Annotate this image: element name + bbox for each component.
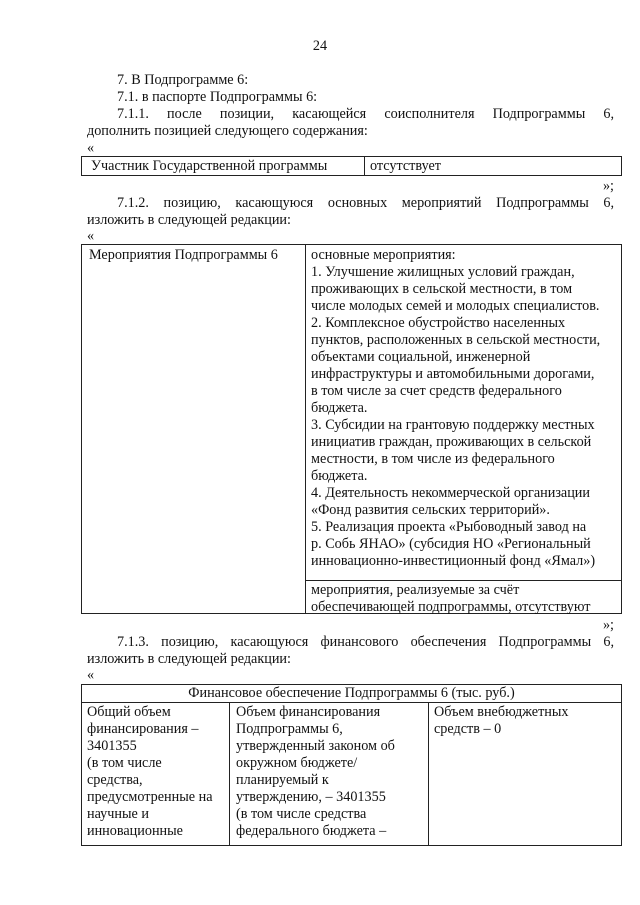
finance-total-line: Общий объем [87, 704, 171, 720]
finance-col-offbudget [434, 704, 569, 738]
activity-line: инициатив граждан, проживающих в сельской [311, 434, 592, 450]
activity-line: местности, в том числе из федерального [311, 451, 555, 467]
page-number: 24 [312, 38, 328, 54]
section-7-1-2-line1: 7.1.2. позицию, касающуюся основных мероприятий Подпрограммы 6, [117, 195, 614, 211]
activities-main-list [311, 247, 600, 570]
participant-label: Участник Государственной программы [91, 158, 328, 174]
activity-line: 1. Улучшение жилищных условий граждан, [311, 264, 575, 280]
finance-budget-line: Подпрограммы 6, [236, 721, 343, 737]
activity-line: 4. Деятельность некоммерческой организации [311, 485, 590, 501]
finance-offbudget-line: Объем внебюджетных [434, 704, 569, 720]
activity-sub-line: мероприятия, реализуемые за счёт [311, 582, 520, 598]
finance-col-total [87, 704, 213, 840]
finance-header: Финансовое обеспечение Подпрограммы 6 (тыс. руб.) [188, 685, 515, 701]
quote-close-2: »; [602, 617, 614, 633]
section-7-heading: 7. В Подпрограмме 6: [117, 72, 249, 88]
section-7-1-1-line1: 7.1.1. после позиции, касающейся соисполнителя Подпрограммы 6, [117, 106, 614, 122]
activity-line: бюджета. [311, 468, 368, 484]
activity-line: р. Собь ЯНАО» (субсидия НО «Региональный [311, 536, 591, 552]
finance-total-line: средства, [87, 772, 143, 788]
finance-total-line: (в том числе [87, 755, 162, 771]
finance-budget-line: федерального бюджета – [236, 823, 387, 839]
section-7-1-3-line1: 7.1.3. позицию, касающуюся финансового обеспечения Подпрограммы 6, [117, 634, 614, 650]
finance-col-budget [236, 704, 395, 840]
quote-open-1: « [87, 140, 95, 156]
activity-line: 3. Субсидии на грантовую поддержку местных [311, 417, 595, 433]
activity-line: объектами социальной, инженерной [311, 349, 531, 365]
finance-budget-line: окружном бюджете/ [236, 755, 358, 771]
activity-line: основные мероприятия: [311, 247, 456, 263]
finance-budget-line: (в том числе средства [236, 806, 367, 822]
finance-offbudget-line: средств – 0 [434, 721, 502, 737]
activity-line: бюджета. [311, 400, 368, 416]
finance-total-line: финансирования – [87, 721, 199, 737]
section-7-1-2-line2: изложить в следующей редакции: [87, 212, 291, 228]
activities-label: Мероприятия Подпрограммы 6 [89, 247, 278, 263]
finance-total-line: инновационные [87, 823, 183, 839]
section-7-1-heading: 7.1. в паспорте Подпрограммы 6: [117, 89, 318, 105]
quote-close-1: »; [602, 178, 614, 194]
finance-total-line: предусмотренные на [87, 789, 213, 805]
participant-value: отсутствует [370, 158, 441, 174]
activity-line: 5. Реализация проекта «Рыбоводный завод на [311, 519, 587, 535]
activity-line: в том числе за счет средств федерального [311, 383, 562, 399]
finance-budget-line: утверждению, – 3401355 [236, 789, 386, 805]
activity-line: числе молодых семей и молодых специалистов. [311, 298, 600, 314]
finance-budget-line: планируемый к [236, 772, 329, 788]
finance-total-line: научные и [87, 806, 149, 822]
activity-line: проживающих в сельской местности, в том [311, 281, 573, 297]
activity-line: пунктов, расположенных в сельской местности, [311, 332, 601, 348]
activities-sub-list [311, 582, 590, 616]
quote-open-3: « [87, 667, 95, 683]
activity-line: инфраструктуры и автомобильными дорогами, [311, 366, 595, 382]
finance-budget-line: утвержденный законом об [236, 738, 395, 754]
activity-line: 2. Комплексное обустройство населенных [311, 315, 566, 331]
activity-line: «Фонд развития сельских территорий». [311, 502, 550, 518]
quote-open-2: « [87, 228, 95, 244]
activity-line: инновационно-инвестиционный фонд «Ямал») [311, 553, 596, 569]
section-7-1-1-line2: дополнить позицией следующего содержания: [87, 123, 368, 139]
finance-budget-line: Объем финансирования [236, 704, 381, 720]
section-7-1-3-line2: изложить в следующей редакции: [87, 651, 291, 667]
activity-sub-line: обеспечивающей подпрограммы, отсутствуют [311, 599, 591, 615]
finance-total-line: 3401355 [87, 738, 137, 754]
